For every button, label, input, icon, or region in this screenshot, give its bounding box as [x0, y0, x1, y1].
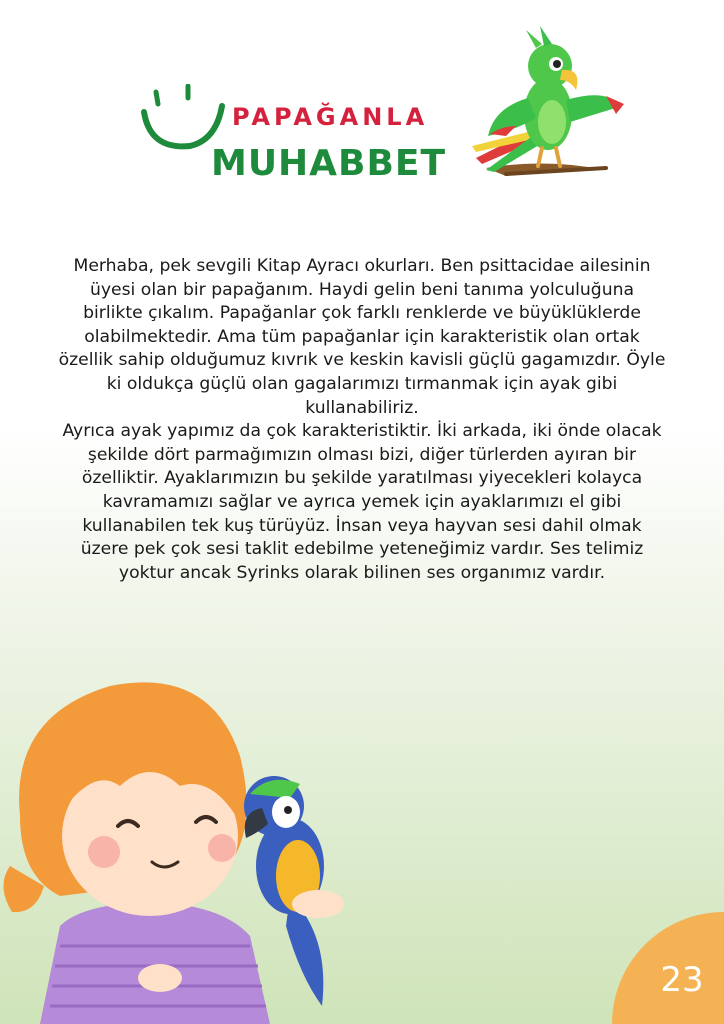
page-number: 23 — [660, 960, 704, 1000]
article-paragraph-1: Merhaba, pek sevgili Kitap Ayracı okurları. Ben psittacidae ailesinin üyesi olan bir papağanım. Haydi gelin beni tanıma yolculuğuna birlikte çıkalım. Papağanlar çok farklı renklerde ve büyüklüklerde olabilmektedir. Ama tüm papağanlar için karakteristik olan ortak özellik sahip olduğumuz kıvrık ve keskin kavisli güçlü gagamızdır. Öyle ki oldukça güçlü olan gagalarımızı tırmanmak için ayak gibi kullanabiliriz. — [58, 256, 666, 418]
green-parrot-icon — [466, 18, 636, 183]
girl-with-parrot-illustration — [0, 676, 380, 1024]
title-line-1: PAPAĞANLA — [232, 103, 429, 131]
article-paragraph-2: Ayrıca ayak yapımız da çok karakteristiktir. İki arkada, iki önde olacak şekilde dört parmağımızın olması bizi, diğer türlerden ayıran bir özelliktir. Ayaklarımızın bu şekilde yaratılması yiyecekleri kolayca kavramamızı sağlar ve ayrıca yemek için ayaklarımızı el gibi kullanabilen tek kuş türüyüz. İnsan veya hayvan sesi dahil olmak üzere pek çok sesi taklit edebilme yeteneğimiz vardır. Ses telimiz yoktur ancak Syrinks olarak bilinen ses organımız vardır. — [62, 421, 662, 583]
title-line-2: MUHABBET — [211, 143, 447, 184]
article-body — [58, 255, 666, 585]
header — [0, 0, 724, 200]
